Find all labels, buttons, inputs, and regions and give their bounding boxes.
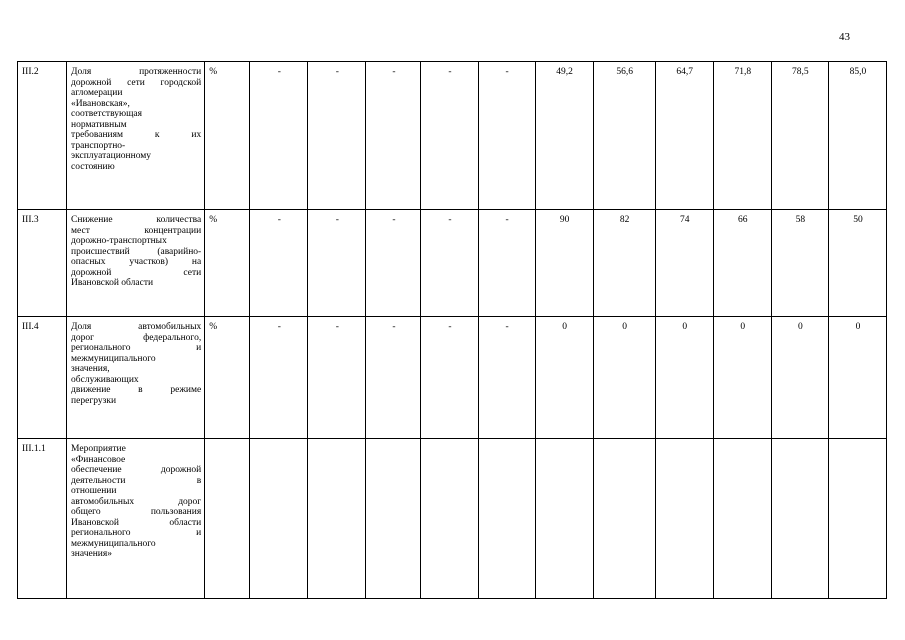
table-row	[18, 439, 887, 599]
value-cell: 0	[771, 317, 828, 439]
value-cell: -	[478, 210, 535, 317]
indicator-name-line: значения,	[71, 364, 110, 374]
indicator-name-line: межмуниципального	[71, 353, 156, 364]
page-number: 43	[839, 31, 850, 43]
indicator-name-line: агломерации	[71, 88, 123, 98]
indicator-name-line: происшествий (аварийно-	[71, 246, 202, 257]
indicator-name-line: дорожной сети городской	[71, 77, 202, 88]
indicator-name-line: опасных участков) на	[71, 257, 202, 267]
value-cell: -	[308, 62, 366, 210]
value-cell	[366, 439, 421, 599]
value-cell	[421, 439, 478, 599]
unit-cell	[205, 439, 250, 599]
indicator-name-line: межмуниципального	[71, 538, 156, 549]
value-cell: 56,6	[593, 62, 655, 210]
indicator-name-line: Ивановской области	[71, 278, 154, 288]
indicator-name-line: Доля протяженности	[71, 67, 202, 77]
indicator-name-line: мест концентрации	[71, 225, 202, 236]
value-cell: 58	[771, 210, 828, 317]
indicator-name	[67, 62, 205, 210]
row-code: III.2	[18, 62, 67, 210]
indicator-name-line: автомобильных дорог	[71, 496, 202, 507]
value-cell: 90	[535, 210, 593, 317]
unit-cell: %	[205, 317, 250, 439]
indicator-name-line: Ивановской области	[71, 517, 202, 528]
indicator-name-line: дорог федерального,	[71, 332, 202, 343]
value-cell: 0	[535, 317, 593, 439]
value-cell: 74	[655, 210, 713, 317]
indicator-name-line: нормативным	[71, 119, 127, 130]
value-cell: -	[250, 317, 308, 439]
indicator-name-line: Мероприятие	[71, 444, 126, 454]
indicator-name-line: «Финансовое	[71, 454, 126, 465]
value-cell	[593, 439, 655, 599]
indicator-name-line: регионального и	[71, 343, 202, 353]
value-cell	[535, 439, 593, 599]
value-cell: -	[421, 210, 478, 317]
indicator-name-line: состоянию	[71, 161, 115, 172]
value-cell: -	[421, 317, 478, 439]
value-cell: 64,7	[655, 62, 713, 210]
value-cell: 66	[713, 210, 771, 317]
indicator-name	[67, 439, 205, 599]
row-code: III.1.1	[18, 439, 67, 599]
value-cell	[655, 439, 713, 599]
value-cell: -	[421, 62, 478, 210]
unit-cell: %	[205, 210, 250, 317]
value-cell	[828, 439, 886, 599]
indicator-name-line: «Ивановская»,	[71, 98, 130, 109]
indicator-name-line: перегрузки	[71, 395, 117, 406]
indicator-name-line: Доля автомобильных	[71, 322, 202, 332]
indicator-name-line: соответствующая	[71, 109, 142, 119]
value-cell	[250, 439, 308, 599]
table-row	[18, 62, 887, 210]
indicator-name	[67, 317, 205, 439]
value-cell: -	[366, 210, 421, 317]
indicator-name-line: обеспечение дорожной	[71, 465, 202, 475]
indicator-name-line: дорожно-транспортных	[71, 236, 167, 246]
indicator-name-line: движение в режиме	[71, 385, 202, 395]
value-cell: 82	[593, 210, 655, 317]
value-cell: 71,8	[713, 62, 771, 210]
table-row	[18, 210, 887, 317]
row-code: III.3	[18, 210, 67, 317]
indicator-name-line: обслуживающих	[71, 374, 139, 385]
row-code: III.4	[18, 317, 67, 439]
value-cell: -	[366, 62, 421, 210]
indicators-table	[17, 61, 887, 599]
value-cell: 0	[655, 317, 713, 439]
value-cell	[478, 439, 535, 599]
value-cell: 49,2	[535, 62, 593, 210]
value-cell: -	[308, 317, 366, 439]
value-cell: 78,5	[771, 62, 828, 210]
value-cell: 50	[828, 210, 886, 317]
indicator-name-line: эксплуатационному	[71, 151, 152, 161]
value-cell	[713, 439, 771, 599]
value-cell: -	[366, 317, 421, 439]
indicator-name-line: регионального и	[71, 528, 202, 538]
indicator-name-line: общего пользования	[71, 507, 202, 517]
value-cell: 0	[593, 317, 655, 439]
value-cell: 0	[713, 317, 771, 439]
value-cell: -	[478, 62, 535, 210]
value-cell: -	[250, 210, 308, 317]
indicator-name-line: Снижение количества	[71, 215, 202, 225]
indicator-name-line: дорожной сети	[71, 267, 202, 278]
value-cell	[771, 439, 828, 599]
table-row	[18, 317, 887, 439]
value-cell: 85,0	[828, 62, 886, 210]
indicator-name-line: транспортно-	[71, 140, 126, 151]
indicator-name-line: требованиям к их	[71, 130, 202, 140]
value-cell: -	[250, 62, 308, 210]
value-cell: 0	[828, 317, 886, 439]
indicator-name	[67, 210, 205, 317]
indicator-name-line: отношении	[71, 486, 117, 496]
unit-cell: %	[205, 62, 250, 210]
value-cell: -	[308, 210, 366, 317]
value-cell	[308, 439, 366, 599]
value-cell: -	[478, 317, 535, 439]
indicator-name-line: значения»	[71, 549, 113, 559]
indicator-name-line: деятельности в	[71, 475, 202, 486]
